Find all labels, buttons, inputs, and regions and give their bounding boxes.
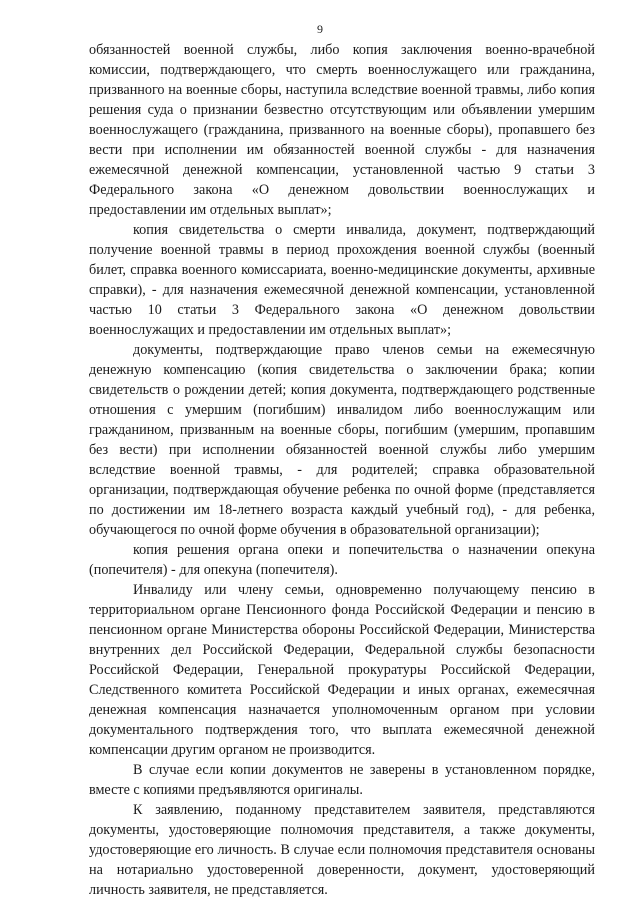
paragraph: документы, подтверждающие право членов семьи на ежемесячную денежную компенсацию (копия свидетельства о заключении брака; копии свидетельств о рождении детей; копия документа, подтверждающего родственные отношения с умершим (погибшим) инвалидом либо военнослужащим или гражданином, призванным на военные сборы, погибшим (умершим, пропавшим без вести) при исполнении обязанностей военной службы либо умершим вследствие военной травмы, - для родителей; справка образовательной организации, подтверждающая обучение ребенка по очной форме (представляется по достижении им 18-летнего возраста каждый учебный год), - для ребенка, обучающегося по очной форме обучения в образовательной организации); — [89, 342, 595, 538]
paragraph: К заявлению, поданному представителем заявителя, представляются документы, удостоверяющие полномочия представителя, а также документы, удостоверяющие его личность. В случае если полномочия представителя основаны на нотариально удостоверенной доверенности, документ, удостоверяющий личность заявителя, не представляется. — [89, 802, 595, 898]
paragraph: Инвалиду или члену семьи, одновременно получающему пенсию в территориальном органе Пенсионного фонда Российской Федерации и пенсию в пенсионном органе Министерства обороны Российской Федерации, Министерства внутренних дел Российской Федерации, Федеральной службы безопасности Российской Федерации, Генеральной прокуратуры Российской Федерации, Следственного комитета Российской Федерации и иных органах, ежемесячная денежная компенсация назначается уполномоченным органом при условии документального подтверждения того, что выплата ежемесячной денежной компенсации другим органом не производится. — [89, 582, 595, 758]
paragraph: В случае если копии документов не заверены в установленном порядке, вместе с копиями предъявляются оригиналы. — [89, 762, 595, 798]
paragraph-continued: обязанностей военной службы, либо копия заключения военно-врачебной комиссии, подтверждающего, что смерть военнослужащего или гражданина, призванного на военные сборы, наступила вследствие военной травмы, либо копия решения суда о признании безвестно отсутствующим или объявлении умершим военнослужащего (гражданина, призванного на военные сборы), пропавшего без вести при исполнении им обязанностей военной службы - для назначения ежемесячной денежной компенсации, установленной частью 9 статьи 3 Федерального закона «О денежном довольствии военнослужащих и предоставлении им отдельных выплат»; — [89, 42, 595, 218]
paragraph: копия решения органа опеки и попечительства о назначении опекуна (попечителя) - для опекуна (попечителя). — [89, 542, 595, 578]
document-body — [89, 40, 595, 900]
paragraph: копия свидетельства о смерти инвалида, документ, подтверждающий получение военной травмы в период прохождения военной службы (военный билет, справка военного комиссариата, военно-медицинские документы, архивные справки), - для назначения ежемесячной денежной компенсации, установленной частью 10 статьи 3 Федерального закона «О денежном довольствии военнослужащих и предоставлении им отдельных выплат»; — [89, 222, 595, 338]
page-number: 9 — [317, 22, 323, 36]
